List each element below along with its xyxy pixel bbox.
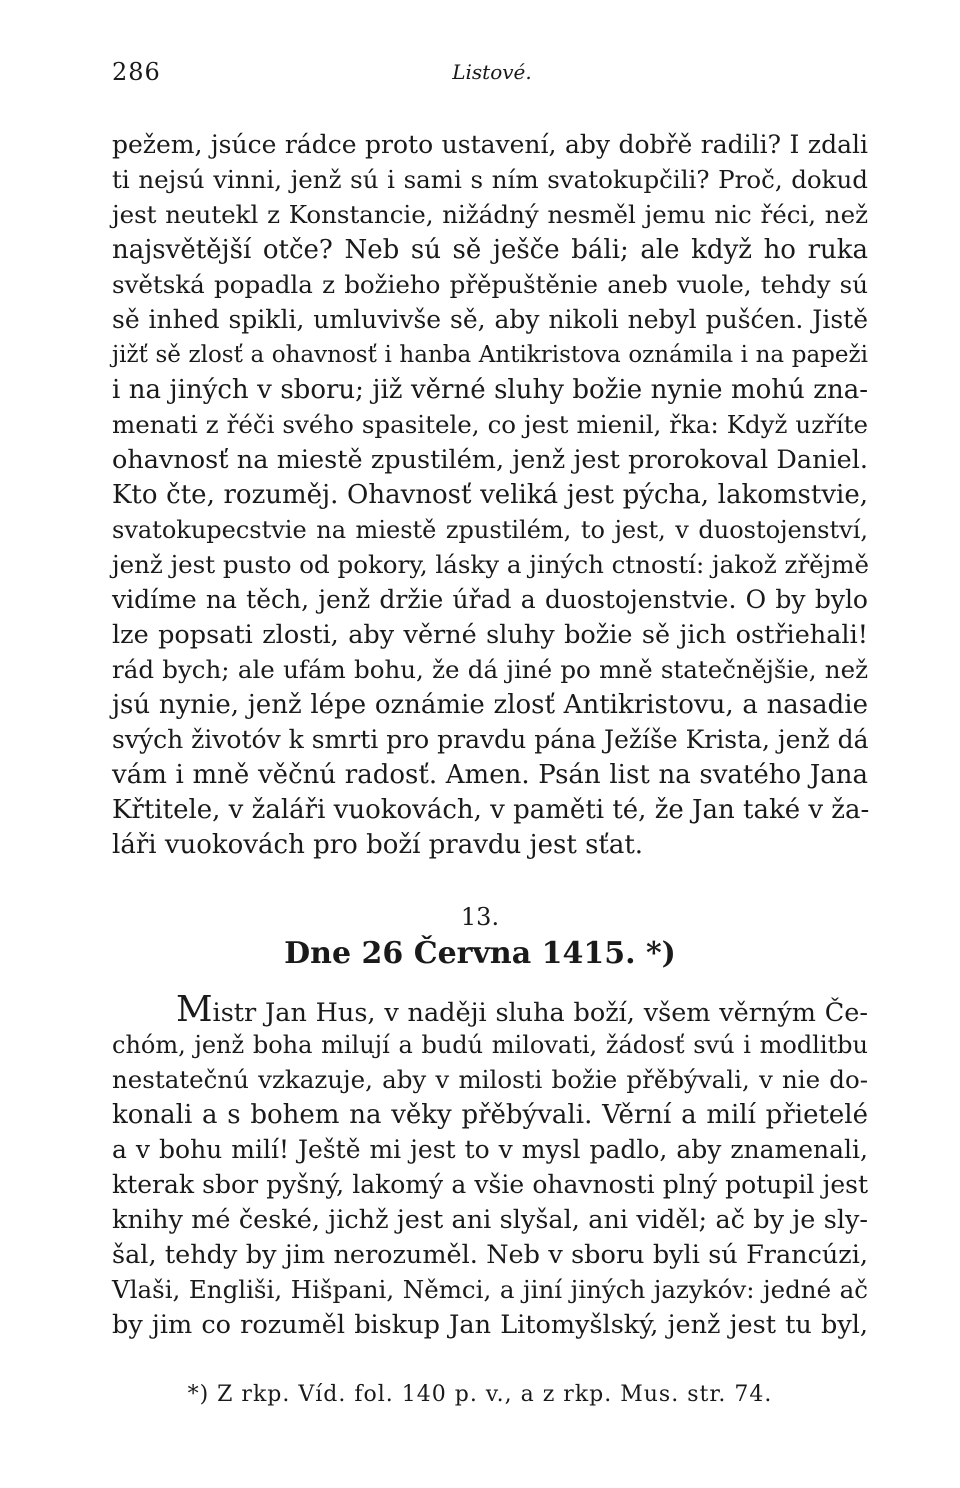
text-line: vidíme na těch, jenž držie úřad a duostojenstvie. O by bylo (112, 585, 868, 614)
letter-first-line (176, 989, 868, 1030)
text-line: najsvětější otče? Neb sú sě ješče báli; ale když ho ruka (112, 235, 868, 265)
text-line: jižť sě zlosť a ohavnosť i hanba Antikristova oznámila i na papeži (112, 342, 868, 368)
text-line: knihy mé české, jichž jest ani slyšal, ani viděl; ač by je sly- (112, 1205, 868, 1235)
text-line: svých životóv k smrti pro pravdu pána Ježíše Krista, jenž dá (112, 725, 869, 754)
text-line: ti nejsú vinni, jenž sú i sami s ním svatokupčili? Proč, dokud (112, 165, 868, 194)
first-line-text: istr Jan Hus, v naději sluha boží, všem věrným Če- (212, 998, 868, 1028)
text-line: i na jiných v sboru; již věrné sluhy božie nynie mohú zna- (112, 375, 868, 405)
text-line: nestatečnú vzkazuje, aby v milosti božie přěbývali, v nie do- (112, 1065, 868, 1094)
text-line: láři vuokovách pro boží pravdu jest sťat. (112, 830, 644, 860)
section-number: 13. (460, 903, 500, 931)
text-line: lze popsati zlosti, aby věrné sluhy božie sě jich ostřiehali! (112, 620, 868, 650)
text-line: jsú nynie, jenž lépe oznámie zlosť Antikristovu, a nasadie (112, 690, 868, 720)
running-title: Listové. (452, 60, 532, 84)
page-header (112, 58, 868, 98)
text-line: Kto čte, rozuměj. Ohavnosť veliká jest pýcha, lakomstvie, (112, 480, 868, 510)
text-line: ohavnosť na miestě zpustilém, jenž jest prorokoval Daniel. (112, 445, 868, 475)
text-line: Křtitele, v žaláři vuokovách, v paměti té, že Jan také v ža- (112, 795, 870, 825)
text-line: sě inhed spikli, umluvivše sě, aby nikoli nebyl pušćen. Jistě (112, 305, 868, 334)
footnote: *) Z rkp. Víd. fol. 140 p. v., a z rkp. Mus. str. 74. (187, 1382, 773, 1407)
text-line: kterak sbor pyšný, lakomý a všie ohavnosti plný potupil jest (112, 1170, 868, 1199)
text-line: konali a s bohem na věky přěbývali. Věrní a milí přietelé (112, 1100, 868, 1130)
section-heading: Dne 26 Června 1415. *) (284, 936, 676, 971)
text-line: pežem, jsúce rádce proto ustavení, aby dobřě radili? I zdali (112, 130, 868, 159)
text-line: vám i mně věčnú radosť. Amen. Psán list na svatého Jana (112, 760, 868, 790)
text-line: menati z řéči svého spasitele, co jest mienil, řka: Když uzříte (112, 410, 868, 439)
text-line: Vlaši, Engliši, Hišpani, Němci, a jiní jiných jazykóv: jedné ač (112, 1275, 868, 1304)
text-line: světská popadla z božieho přěpuštěnie aneb vuole, tehdy sú (112, 270, 868, 299)
text-line: chóm, jenž boha milují a budú milovati, žádosť svú i modlitbu (112, 1031, 868, 1059)
initial-letter: M (176, 989, 213, 1030)
text-line: by jim co rozuměl biskup Jan Litomyšlský, jenž jest tu byl, (112, 1310, 868, 1340)
text-line: svatokupecstvie na miestě zpustilém, to jest, v duostojenství, (112, 516, 868, 544)
text-line: jenž jest pusto od pokory, lásky a jiných ctností: jakož zřějmě (112, 550, 869, 579)
page-number: 286 (112, 58, 161, 86)
text-line: jest neutekl z Konstancie, nižádný nesměl jemu nic řéci, než (112, 200, 868, 229)
text-line: rád bych; ale ufám bohu, že dá jiné po mně statečnějšie, než (112, 655, 868, 684)
text-line: šal, tehdy by jim nerozuměl. Neb v sboru byli sú Francúzi, (112, 1240, 868, 1270)
text-line: a v bohu milí! Ještě mi jest to v mysl padlo, aby znamenali, (112, 1135, 868, 1164)
